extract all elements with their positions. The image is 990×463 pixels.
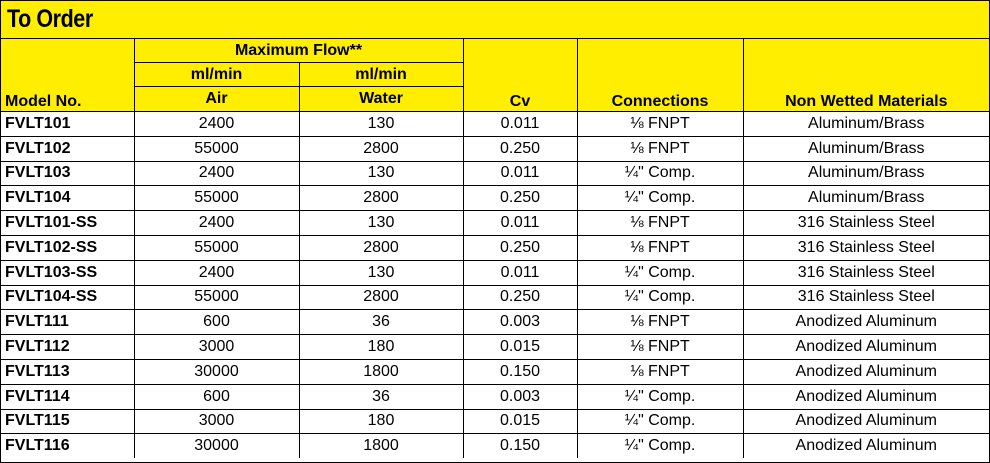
table-row xyxy=(1,310,989,335)
water-flow-cell: 1800 xyxy=(299,359,463,384)
water-flow-cell: 130 xyxy=(299,211,463,236)
cv-cell: 0.250 xyxy=(463,136,577,161)
air-flow-cell: 2400 xyxy=(134,260,299,285)
material-cell: 316 Stainless Steel xyxy=(743,211,989,236)
air-flow-cell: 55000 xyxy=(134,186,299,211)
material-cell: Anodized Aluminum xyxy=(743,335,989,360)
material-cell: Aluminum/Brass xyxy=(743,161,989,186)
material-cell: 316 Stainless Steel xyxy=(743,235,989,260)
header-cv: Cv xyxy=(463,39,577,112)
water-flow-cell: 130 xyxy=(299,260,463,285)
cv-cell: 0.011 xyxy=(463,161,577,186)
water-flow-cell: 180 xyxy=(299,335,463,360)
table-row xyxy=(1,112,989,137)
air-flow-cell: 2400 xyxy=(134,211,299,236)
table-header xyxy=(1,39,989,112)
model-cell: FVLT101-SS xyxy=(1,211,134,236)
material-cell: Aluminum/Brass xyxy=(743,112,989,137)
connection-cell: ⅛ FNPT xyxy=(577,112,743,137)
header-unit-air: ml/min xyxy=(134,63,299,87)
model-cell: FVLT102-SS xyxy=(1,235,134,260)
cv-cell: 0.003 xyxy=(463,384,577,409)
material-cell: 316 Stainless Steel xyxy=(743,285,989,310)
material-cell: Aluminum/Brass xyxy=(743,136,989,161)
table-row xyxy=(1,384,989,409)
connection-cell: ⅛ FNPT xyxy=(577,310,743,335)
title-bar xyxy=(1,1,989,39)
header-connections: Connections xyxy=(577,39,743,112)
table-row xyxy=(1,359,989,384)
material-cell: Anodized Aluminum xyxy=(743,310,989,335)
connection-cell: ⅛ FNPT xyxy=(577,335,743,360)
cv-cell: 0.003 xyxy=(463,310,577,335)
table-row xyxy=(1,335,989,360)
model-cell: FVLT102 xyxy=(1,136,134,161)
model-cell: FVLT116 xyxy=(1,434,134,458)
cv-cell: 0.011 xyxy=(463,112,577,137)
material-cell: Anodized Aluminum xyxy=(743,409,989,434)
model-cell: FVLT112 xyxy=(1,335,134,360)
header-water: Water xyxy=(299,87,463,112)
model-cell: FVLT115 xyxy=(1,409,134,434)
air-flow-cell: 55000 xyxy=(134,235,299,260)
air-flow-cell: 2400 xyxy=(134,112,299,137)
material-cell: Anodized Aluminum xyxy=(743,434,989,458)
table-row xyxy=(1,235,989,260)
water-flow-cell: 2800 xyxy=(299,186,463,211)
model-cell: FVLT114 xyxy=(1,384,134,409)
header-unit-water: ml/min xyxy=(299,63,463,87)
cv-cell: 0.011 xyxy=(463,260,577,285)
model-cell: FVLT111 xyxy=(1,310,134,335)
water-flow-cell: 1800 xyxy=(299,434,463,458)
connection-cell: ⅛ FNPT xyxy=(577,359,743,384)
material-cell: Anodized Aluminum xyxy=(743,359,989,384)
model-cell: FVLT104-SS xyxy=(1,285,134,310)
table-row xyxy=(1,136,989,161)
connection-cell: ⅛ FNPT xyxy=(577,211,743,236)
air-flow-cell: 600 xyxy=(134,310,299,335)
connection-cell: ¼" Comp. xyxy=(577,260,743,285)
cv-cell: 0.015 xyxy=(463,335,577,360)
table-row xyxy=(1,186,989,211)
air-flow-cell: 55000 xyxy=(134,285,299,310)
order-table xyxy=(1,39,989,458)
material-cell: 316 Stainless Steel xyxy=(743,260,989,285)
cv-cell: 0.250 xyxy=(463,285,577,310)
material-cell: Anodized Aluminum xyxy=(743,384,989,409)
water-flow-cell: 2800 xyxy=(299,136,463,161)
model-cell: FVLT104 xyxy=(1,186,134,211)
model-cell: FVLT113 xyxy=(1,359,134,384)
header-model: Model No. xyxy=(1,39,134,112)
water-flow-cell: 2800 xyxy=(299,285,463,310)
water-flow-cell: 36 xyxy=(299,310,463,335)
cv-cell: 0.250 xyxy=(463,186,577,211)
air-flow-cell: 600 xyxy=(134,384,299,409)
table-row xyxy=(1,211,989,236)
connection-cell: ¼" Comp. xyxy=(577,409,743,434)
water-flow-cell: 36 xyxy=(299,384,463,409)
table-row xyxy=(1,434,989,458)
table-row xyxy=(1,260,989,285)
air-flow-cell: 30000 xyxy=(134,359,299,384)
connection-cell: ⅛ FNPT xyxy=(577,136,743,161)
connection-cell: ⅛ FNPT xyxy=(577,235,743,260)
cv-cell: 0.250 xyxy=(463,235,577,260)
panel-title: To Order xyxy=(7,5,93,33)
water-flow-cell: 130 xyxy=(299,112,463,137)
cv-cell: 0.150 xyxy=(463,434,577,458)
header-air: Air xyxy=(134,87,299,112)
table-row xyxy=(1,161,989,186)
material-cell: Aluminum/Brass xyxy=(743,186,989,211)
cv-cell: 0.011 xyxy=(463,211,577,236)
cv-cell: 0.015 xyxy=(463,409,577,434)
connection-cell: ¼" Comp. xyxy=(577,161,743,186)
air-flow-cell: 30000 xyxy=(134,434,299,458)
header-max-flow: Maximum Flow** xyxy=(134,39,463,63)
water-flow-cell: 130 xyxy=(299,161,463,186)
table-body xyxy=(1,112,989,459)
table-row xyxy=(1,285,989,310)
model-cell: FVLT103-SS xyxy=(1,260,134,285)
table-row xyxy=(1,409,989,434)
water-flow-cell: 2800 xyxy=(299,235,463,260)
air-flow-cell: 55000 xyxy=(134,136,299,161)
cv-cell: 0.150 xyxy=(463,359,577,384)
air-flow-cell: 2400 xyxy=(134,161,299,186)
water-flow-cell: 180 xyxy=(299,409,463,434)
model-cell: FVLT103 xyxy=(1,161,134,186)
connection-cell: ¼" Comp. xyxy=(577,434,743,458)
connection-cell: ¼" Comp. xyxy=(577,186,743,211)
header-materials: Non Wetted Materials xyxy=(743,39,989,112)
connection-cell: ¼" Comp. xyxy=(577,384,743,409)
air-flow-cell: 3000 xyxy=(134,335,299,360)
model-cell: FVLT101 xyxy=(1,112,134,137)
air-flow-cell: 3000 xyxy=(134,409,299,434)
connection-cell: ¼" Comp. xyxy=(577,285,743,310)
